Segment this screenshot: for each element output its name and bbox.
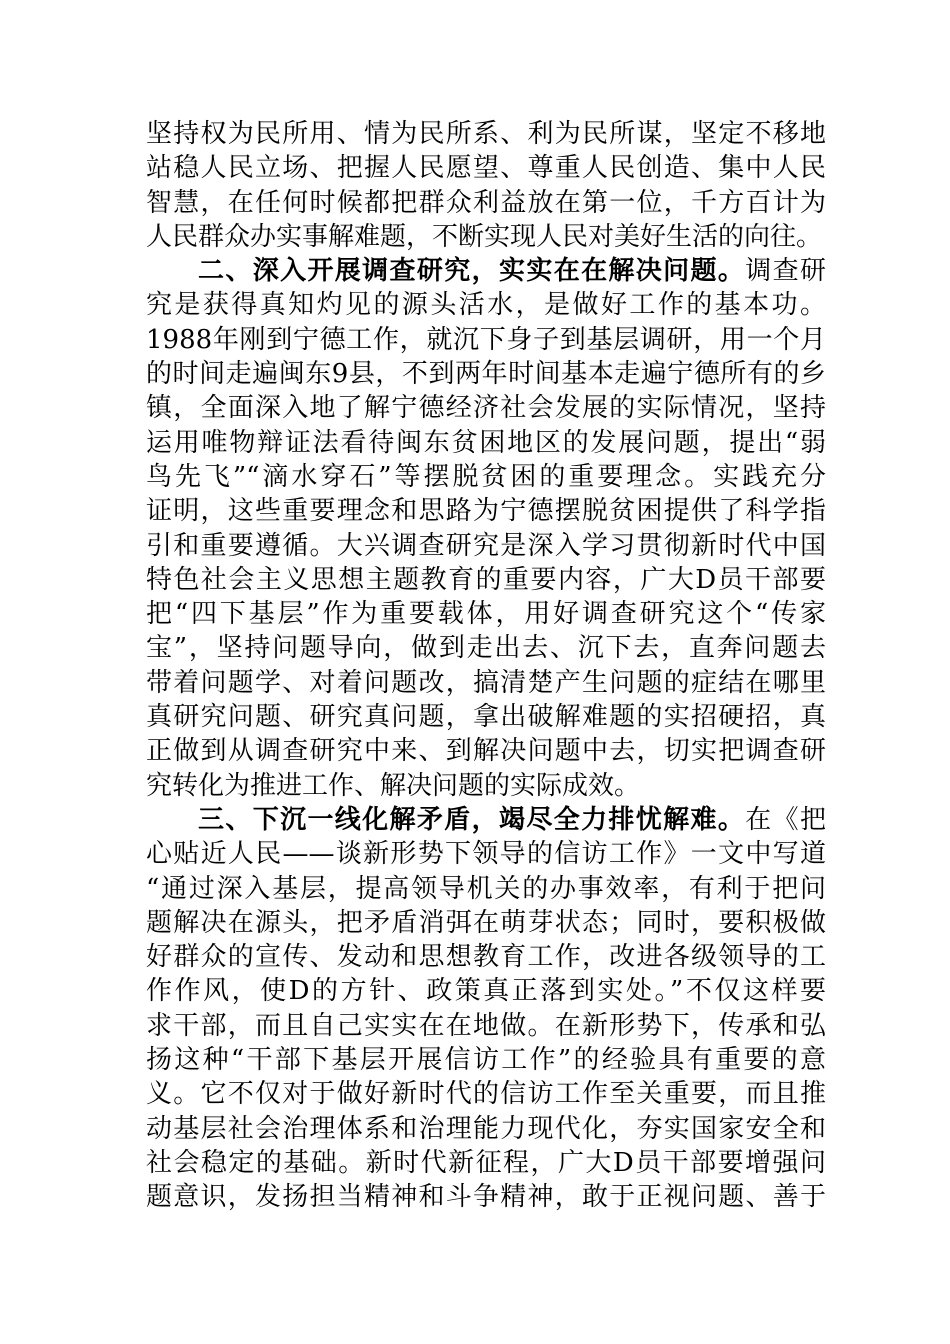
text-line: 镇，全面深入地了解宁德经济社会发展的实际情况，坚持 [146, 393, 826, 424]
text-line: 真研究问题、研究真问题，拿出破解难题的实招硬招，真 [146, 702, 826, 733]
text-line: 智慧，在任何时候都把群众利益放在第一位，千方百计为 [146, 187, 826, 218]
document-body [146, 117, 826, 1215]
text-line: “通过深入基层，提高领导机关的办事效率，有利于把问 [146, 873, 826, 904]
text-line: 人民群众办实事解难题，不断实现人民对美好生活的向往。 [146, 221, 823, 252]
text-line: 把“四下基层”作为重要载体，用好调查研究这个“传家 [146, 599, 826, 630]
text-line: 究转化为推进工作、解决问题的实际成效。 [146, 770, 641, 801]
text-line: 运用唯物辩证法看待闽东贫困地区的发展问题，提出“弱 [146, 427, 826, 458]
text-line: 题意识，发扬担当精神和斗争精神，敢于正视问题、善于 [146, 1182, 826, 1213]
text-line: 站稳人民立场、把握人民愿望、尊重人民创造、集中人民 [146, 153, 826, 184]
section-heading: 三、下沉一线化解矛盾，竭尽全力排忧解难。 [198, 804, 746, 835]
text-line: 求干部，而且自己实实在在地做。在新形势下，传承和弘 [146, 1010, 826, 1041]
text-line: 社会稳定的基础。新时代新征程，广大D员干部要增强问 [146, 1147, 826, 1178]
text-line: 扬这种“干部下基层开展信访工作”的经验具有重要的意 [146, 1045, 826, 1076]
text-line: 的时间走遍闽东9县，不到两年时间基本走遍宁德所有的乡 [146, 359, 826, 390]
text-line: 作作风，使D的方针、政策真正落到实处。”不仅这样要 [146, 976, 826, 1007]
text-line: 坚持权为民所用、情为民所系、利为民所谋，坚定不移地 [146, 119, 826, 149]
text-line: 心贴近人民——谈新形势下领导的信访工作》一文中写道 [146, 839, 826, 870]
text-line: 引和重要遵循。大兴调查研究是深入学习贯彻新时代中国 [146, 530, 826, 561]
section-heading: 二、深入开展调查研究，实实在在解决问题。 [198, 256, 746, 287]
text-line: 特色社会主义思想主题教育的重要内容，广大D员干部要 [146, 564, 826, 595]
text-line: 题解决在源头，把矛盾消弭在萌芽状态；同时，要积极做 [146, 907, 826, 938]
text-line: 动基层社会治理体系和治理能力现代化，夯实国家安全和 [146, 1113, 826, 1144]
text-line: 证明，这些重要理念和思路为宁德摆脱贫困提供了科学指 [146, 496, 826, 527]
text-line: 好群众的宣传、发动和思想教育工作，改进各级领导的工 [146, 942, 826, 973]
text-line: 鸟先飞”“滴水穿石”等摆脱贫困的重要理念。实践充分 [146, 461, 826, 492]
text-line: 正做到从调查研究中来、到解决问题中去，切实把调查研 [146, 736, 826, 767]
text-line: 究是获得真知灼见的源头活水，是做好工作的基本功。 [146, 290, 826, 321]
section-heading-line: 二、深入开展调查研究，实实在在解决问题。调查研 [198, 256, 826, 287]
text-line: 1988年刚到宁德工作，就沉下身子到基层调研，用一个月 [146, 324, 826, 355]
section-heading-line: 三、下沉一线化解矛盾，竭尽全力排忧解难。在《把 [198, 804, 826, 835]
text-line: 宝”，坚持问题导向，做到走出去、沉下去，直奔问题去 [146, 633, 826, 664]
text-line: 带着问题学、对着问题改，搞清楚产生问题的症结在哪里 [146, 667, 826, 698]
text-line: 义。它不仅对于做好新时代的信访工作至关重要，而且推 [146, 1079, 826, 1110]
